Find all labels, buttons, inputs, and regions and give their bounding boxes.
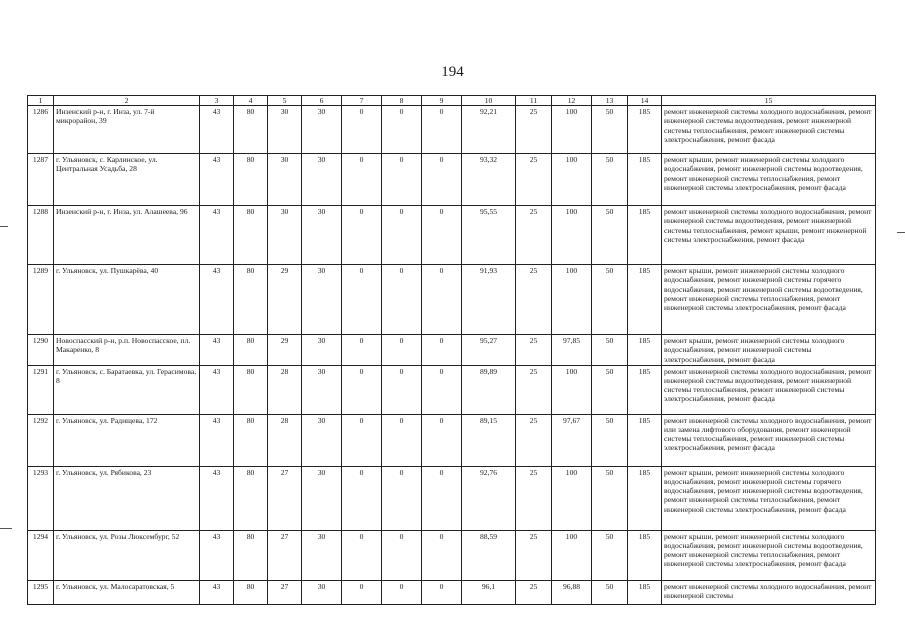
col-12-cell: 97,67 xyxy=(552,414,592,466)
col-10-cell: 92,21 xyxy=(462,106,516,154)
column-header: 4 xyxy=(234,96,268,106)
col-5-cell: 27 xyxy=(268,466,302,530)
col-7-cell: 0 xyxy=(342,335,382,366)
col-13-cell: 50 xyxy=(592,530,628,580)
repair-table xyxy=(27,95,876,605)
address-cell: Инзенский р-н, г. Инза, ул. 7-й микрорайон, 39 xyxy=(54,106,200,154)
col-7-cell: 0 xyxy=(342,414,382,466)
col-10-cell: 96,1 xyxy=(462,580,516,604)
col-6-cell: 30 xyxy=(302,335,342,366)
row-number-cell: 1287 xyxy=(28,154,54,206)
column-header: 12 xyxy=(552,96,592,106)
col-11-cell: 25 xyxy=(516,335,552,366)
scan-mark xyxy=(897,232,905,233)
col-4-cell: 80 xyxy=(234,106,268,154)
col-5-cell: 30 xyxy=(268,154,302,206)
col-10-cell: 89,15 xyxy=(462,414,516,466)
col-13-cell: 50 xyxy=(592,580,628,604)
row-number-cell: 1288 xyxy=(28,206,54,265)
col-12-cell: 100 xyxy=(552,206,592,265)
address-cell: г. Ульяновск, с. Баратаевка, ул. Герасимова, 8 xyxy=(54,365,200,414)
col-7-cell: 0 xyxy=(342,265,382,335)
col-13-cell: 50 xyxy=(592,414,628,466)
column-header: 11 xyxy=(516,96,552,106)
works-cell: ремонт крыши, ремонт инженерной системы холодного водоснабжения, ремонт инженерной системы горячего водоснабжения, ремонт инженерной системы водоотведения, ремонт инженерной системы теплоснабжения, ремонт инженерной системы электроснабжения, ремонт фасада xyxy=(662,265,876,335)
col-4-cell: 80 xyxy=(234,530,268,580)
col-7-cell: 0 xyxy=(342,154,382,206)
col-14-cell: 185 xyxy=(628,206,662,265)
col-4-cell: 80 xyxy=(234,335,268,366)
col-14-cell: 185 xyxy=(628,335,662,366)
column-header: 15 xyxy=(662,96,876,106)
col-4-cell: 80 xyxy=(234,580,268,604)
col-7-cell: 0 xyxy=(342,365,382,414)
col-8-cell: 0 xyxy=(382,466,422,530)
col-6-cell: 30 xyxy=(302,466,342,530)
col-4-cell: 80 xyxy=(234,265,268,335)
column-header: 8 xyxy=(382,96,422,106)
col-11-cell: 25 xyxy=(516,530,552,580)
works-cell: ремонт крыши, ремонт инженерной системы холодного водоснабжения, ремонт инженерной системы водоотведения, ремонт инженерной системы теплоснабжения, ремонт инженерной системы электроснабжения, ремонт фасада xyxy=(662,530,876,580)
col-5-cell: 30 xyxy=(268,106,302,154)
row-number-cell: 1290 xyxy=(28,335,54,366)
col-13-cell: 50 xyxy=(592,335,628,366)
col-9-cell: 0 xyxy=(422,206,462,265)
works-cell: ремонт инженерной системы холодного водоснабжения, ремонт инженерной системы xyxy=(662,580,876,604)
col-14-cell: 185 xyxy=(628,580,662,604)
col-5-cell: 30 xyxy=(268,206,302,265)
col-3-cell: 43 xyxy=(200,466,234,530)
col-5-cell: 29 xyxy=(268,335,302,366)
works-cell: ремонт крыши, ремонт инженерной системы холодного водоснабжения, ремонт инженерной системы электроснабжения, ремонт фасада xyxy=(662,335,876,366)
works-cell: ремонт крыши, ремонт инженерной системы холодного водоснабжения, ремонт инженерной системы горячего водоснабжения, ремонт инженерной системы водоотведения, ремонт инженерной системы теплоснабжения, ремонт инженерной системы электроснабжения, ремонт фасада xyxy=(662,466,876,530)
col-14-cell: 185 xyxy=(628,365,662,414)
works-cell: ремонт инженерной системы холодного водоснабжения, ремонт или замена лифтового оборудования, ремонт инженерной системы теплоснабжения, ремонт инженерной системы электроснабжения, ремонт фасада xyxy=(662,414,876,466)
col-14-cell: 185 xyxy=(628,106,662,154)
col-11-cell: 25 xyxy=(516,466,552,530)
scan-mark xyxy=(0,528,12,529)
col-8-cell: 0 xyxy=(382,265,422,335)
col-3-cell: 43 xyxy=(200,265,234,335)
col-14-cell: 185 xyxy=(628,466,662,530)
table-row xyxy=(28,206,876,265)
works-cell: ремонт инженерной системы холодного водоснабжения, ремонт инженерной системы водоотведения, ремонт инженерной системы теплоснабжения, ремонт инженерной системы электроснабжения, ремонт фасада xyxy=(662,365,876,414)
col-10-cell: 93,32 xyxy=(462,154,516,206)
col-10-cell: 95,55 xyxy=(462,206,516,265)
col-13-cell: 50 xyxy=(592,206,628,265)
col-9-cell: 0 xyxy=(422,580,462,604)
col-3-cell: 43 xyxy=(200,414,234,466)
address-cell: г. Ульяновск, ул. Пушкарёва, 40 xyxy=(54,265,200,335)
col-3-cell: 43 xyxy=(200,154,234,206)
col-14-cell: 185 xyxy=(628,414,662,466)
col-5-cell: 28 xyxy=(268,365,302,414)
col-6-cell: 30 xyxy=(302,106,342,154)
col-5-cell: 29 xyxy=(268,265,302,335)
col-14-cell: 185 xyxy=(628,265,662,335)
col-4-cell: 80 xyxy=(234,206,268,265)
col-13-cell: 50 xyxy=(592,154,628,206)
table-row xyxy=(28,335,876,366)
col-3-cell: 43 xyxy=(200,365,234,414)
col-11-cell: 25 xyxy=(516,206,552,265)
table-row xyxy=(28,265,876,335)
works-cell: ремонт крыши, ремонт инженерной системы холодного водоснабжения, ремонт инженерной системы водоотведения, ремонт инженерной системы теплоснабжения, ремонт инженерной системы электроснабжения, ремонт фасада xyxy=(662,154,876,206)
col-10-cell: 88,59 xyxy=(462,530,516,580)
col-14-cell: 185 xyxy=(628,154,662,206)
col-13-cell: 50 xyxy=(592,265,628,335)
col-6-cell: 30 xyxy=(302,206,342,265)
col-11-cell: 25 xyxy=(516,154,552,206)
col-12-cell: 100 xyxy=(552,530,592,580)
column-header: 13 xyxy=(592,96,628,106)
col-6-cell: 30 xyxy=(302,365,342,414)
column-header: 6 xyxy=(302,96,342,106)
col-8-cell: 0 xyxy=(382,414,422,466)
table-row xyxy=(28,365,876,414)
address-cell: Новоспасский р-н, р.п. Новоспасское, пл. Макаренко, 8 xyxy=(54,335,200,366)
col-4-cell: 80 xyxy=(234,365,268,414)
row-number-cell: 1286 xyxy=(28,106,54,154)
table-row xyxy=(28,466,876,530)
col-9-cell: 0 xyxy=(422,530,462,580)
col-8-cell: 0 xyxy=(382,106,422,154)
col-13-cell: 50 xyxy=(592,466,628,530)
row-number-cell: 1291 xyxy=(28,365,54,414)
col-12-cell: 100 xyxy=(552,466,592,530)
col-8-cell: 0 xyxy=(382,154,422,206)
col-8-cell: 0 xyxy=(382,335,422,366)
address-cell: г. Ульяновск, ул. Радищева, 172 xyxy=(54,414,200,466)
col-5-cell: 28 xyxy=(268,414,302,466)
col-4-cell: 80 xyxy=(234,154,268,206)
column-header: 10 xyxy=(462,96,516,106)
column-header: 14 xyxy=(628,96,662,106)
column-header: 3 xyxy=(200,96,234,106)
col-6-cell: 30 xyxy=(302,580,342,604)
col-4-cell: 80 xyxy=(234,414,268,466)
col-6-cell: 30 xyxy=(302,530,342,580)
address-cell: г. Ульяновск, ул. Рябикова, 23 xyxy=(54,466,200,530)
works-cell: ремонт инженерной системы холодного водоснабжения, ремонт инженерной системы водоотведения, ремонт инженерной системы теплоснабжения, ремонт инженерной системы электроснабжения, ремонт фасада xyxy=(662,106,876,154)
col-7-cell: 0 xyxy=(342,530,382,580)
row-number-cell: 1289 xyxy=(28,265,54,335)
col-11-cell: 25 xyxy=(516,414,552,466)
column-header: 9 xyxy=(422,96,462,106)
col-3-cell: 43 xyxy=(200,335,234,366)
row-number-cell: 1293 xyxy=(28,466,54,530)
column-header: 2 xyxy=(54,96,200,106)
address-cell: г. Ульяновск, ул. Розы Люксембург, 52 xyxy=(54,530,200,580)
col-7-cell: 0 xyxy=(342,466,382,530)
col-4-cell: 80 xyxy=(234,466,268,530)
col-9-cell: 0 xyxy=(422,466,462,530)
col-11-cell: 25 xyxy=(516,580,552,604)
column-header: 7 xyxy=(342,96,382,106)
col-9-cell: 0 xyxy=(422,106,462,154)
col-8-cell: 0 xyxy=(382,365,422,414)
page-number: 194 xyxy=(441,64,464,80)
col-6-cell: 30 xyxy=(302,154,342,206)
col-11-cell: 25 xyxy=(516,265,552,335)
column-header: 5 xyxy=(268,96,302,106)
col-3-cell: 43 xyxy=(200,206,234,265)
column-header: 1 xyxy=(28,96,54,106)
col-7-cell: 0 xyxy=(342,206,382,265)
col-9-cell: 0 xyxy=(422,414,462,466)
col-10-cell: 91,93 xyxy=(462,265,516,335)
col-6-cell: 30 xyxy=(302,414,342,466)
col-8-cell: 0 xyxy=(382,530,422,580)
col-12-cell: 100 xyxy=(552,365,592,414)
col-9-cell: 0 xyxy=(422,265,462,335)
col-12-cell: 100 xyxy=(552,106,592,154)
table-row xyxy=(28,580,876,604)
col-11-cell: 25 xyxy=(516,365,552,414)
header-row xyxy=(28,96,876,106)
table-row xyxy=(28,106,876,154)
col-13-cell: 50 xyxy=(592,106,628,154)
address-cell: г. Ульяновск, ул. Малосаратовская, 5 xyxy=(54,580,200,604)
col-12-cell: 96,88 xyxy=(552,580,592,604)
col-9-cell: 0 xyxy=(422,365,462,414)
table-row xyxy=(28,414,876,466)
col-7-cell: 0 xyxy=(342,580,382,604)
scan-mark xyxy=(0,226,8,227)
table-row xyxy=(28,530,876,580)
col-10-cell: 89,89 xyxy=(462,365,516,414)
row-number-cell: 1294 xyxy=(28,530,54,580)
col-3-cell: 43 xyxy=(200,580,234,604)
col-8-cell: 0 xyxy=(382,580,422,604)
col-5-cell: 27 xyxy=(268,580,302,604)
col-12-cell: 100 xyxy=(552,265,592,335)
col-7-cell: 0 xyxy=(342,106,382,154)
table-row xyxy=(28,154,876,206)
row-number-cell: 1292 xyxy=(28,414,54,466)
address-cell: Инзенский р-н, г. Инза, ул. Алашеева, 96 xyxy=(54,206,200,265)
row-number-cell: 1295 xyxy=(28,580,54,604)
col-9-cell: 0 xyxy=(422,335,462,366)
col-5-cell: 27 xyxy=(268,530,302,580)
col-10-cell: 92,76 xyxy=(462,466,516,530)
col-12-cell: 100 xyxy=(552,154,592,206)
col-12-cell: 97,85 xyxy=(552,335,592,366)
col-6-cell: 30 xyxy=(302,265,342,335)
col-10-cell: 95,27 xyxy=(462,335,516,366)
col-3-cell: 43 xyxy=(200,106,234,154)
address-cell: г. Ульяновск, с. Карлинское, ул. Центральная Усадьба, 28 xyxy=(54,154,200,206)
col-9-cell: 0 xyxy=(422,154,462,206)
works-cell: ремонт инженерной системы холодного водоснабжения, ремонт инженерной системы водоотведения, ремонт инженерной системы теплоснабжения, ремонт крыши, ремонт инженерной системы электроснабжения, ремонт фасада xyxy=(662,206,876,265)
col-14-cell: 185 xyxy=(628,530,662,580)
col-3-cell: 43 xyxy=(200,530,234,580)
col-11-cell: 25 xyxy=(516,106,552,154)
col-8-cell: 0 xyxy=(382,206,422,265)
col-13-cell: 50 xyxy=(592,365,628,414)
